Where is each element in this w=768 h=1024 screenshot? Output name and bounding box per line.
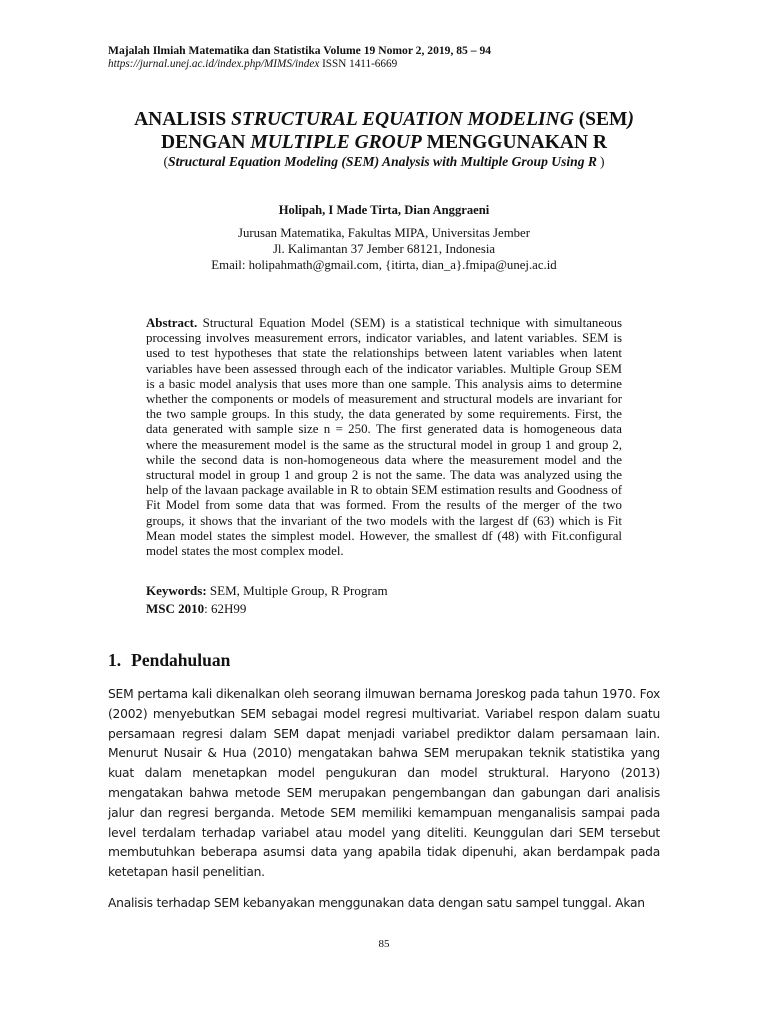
affiliation-dept: Jurusan Matematika, Fakultas MIPA, Universitas Jember [237,226,531,240]
title-part: MENGGUNAKAN R [421,132,607,153]
msc-code [146,601,622,617]
journal-issn: ISSN 1411-6669 [322,58,398,70]
msc-label: MSC 2010 [146,601,205,616]
title-part: (SEM [573,109,628,130]
section-number: 1. [108,650,122,670]
title-part: DENGAN [161,132,251,153]
title-italic-part: MULTIPLE GROUP [250,132,422,153]
paper-title-line-2 [60,131,708,155]
page-number: 85 [378,938,390,950]
journal-url[interactable]: https://jurnal.unej.ac.id/index.php/MIMS/index [108,58,320,70]
title-italic-part: ) [627,109,634,130]
affiliation-email: Email: holipahmath@gmail.com, {itirta, dian_a}.fmipa@unej.ac.id [211,258,557,272]
subtitle-paren: ( [163,154,169,169]
section-heading [108,650,230,671]
abstract-label: Abstract. [146,316,198,330]
authors: Holipah, I Made Tirta, Dian Anggraeni [278,203,490,217]
msc-value: : 62H99 [204,601,247,616]
section-title: Pendahuluan [131,650,231,670]
journal-name: Majalah Ilmiah Matematika dan Statistika Volume 19 Nomor 2, 2019, 85 – 94 [108,44,492,57]
title-italic-part: STRUCTURAL EQUATION MODELING [231,109,574,130]
abstract-text: Structural Equation Model (SEM) is a statistical technique with simultaneous processing involves measurement errors, indicator variables, and latent variables. SEM is used to test hypotheses that state the relationships between latent variables when latent variables have been assessed through each of the indicator variables. Multiple Group SEM is a basic model analysis that uses more than one sample. This analysis aims to determine whether the components or models of measurement and structural models are invariant for the two sample groups. In this study, the data generated by some requirements. First, the data generated with sample size n = 250. The first generated data is homogeneous data where the measurement model is the same as the structural model in group 1 and group 2, while the second data is non-homogeneous data where the measurement model and the structural model in group 1 and group 2 is not the same. The data was analyzed using the help of the lavaan package available in R to obtain SEM estimation results and Goodness of Fit Model from some data that was formed. From the results of the merger of the two groups, it shows that the invariant of the two models with the largest df (63) which is Fit Mean model states the simplest model. However, the smallest df (48) with Fit.configural model states the most complex model. [146,316,622,559]
body-paragraph: Analisis terhadap SEM kebanyakan menggunakan data dengan satu sampel tunggal. Akan [108,896,645,910]
subtitle-text: Structural Equation Modeling (SEM) Analysis with Multiple Group Using R [168,154,597,169]
subtitle-paren: ) [599,154,605,169]
keywords-value: SEM, Multiple Group, R Program [206,583,388,598]
keywords [146,583,622,599]
abstract [146,316,622,559]
affiliation-address: Jl. Kalimantan 37 Jember 68121, Indonesia [272,242,496,256]
keywords-label: Keywords: [146,583,207,598]
paper-title-line-1 [60,108,708,132]
body-paragraph: SEM pertama kali dikenalkan oleh seorang ilmuwan bernama Joreskog pada tahun 1970. Fox (2002) menyebutkan SEM sebagai model regresi multivariat. Variabel respon dalam suatu persamaan regresi dalam SEM dapat menjadi variabel prediktor dalam persamaan lain. Menurut Nusair & Hua (2010) mengatakan bahwa SEM merupakan teknik statistika yang kuat dalam menetapkan model pengukuran dan model struktural. Haryono (2013) mengatakan bahwa metode SEM merupakan pengembangan dan gabungan dari analisis jalur dan regresi berganda. Metode SEM memiliki kemampuan menganalisis sampai pada level terdalam terhadap variabel atau model yang diteliti. Keunggulan dari SEM tersebut membutuhkan beberapa asumsi data yang apabila tidak dipenuhi, akan berdampak pada ketetapan hasil penelitian. [108,687,660,880]
journal-url-line [108,58,397,70]
title-part: ANALISIS [134,109,232,130]
paper-subtitle [60,154,708,170]
